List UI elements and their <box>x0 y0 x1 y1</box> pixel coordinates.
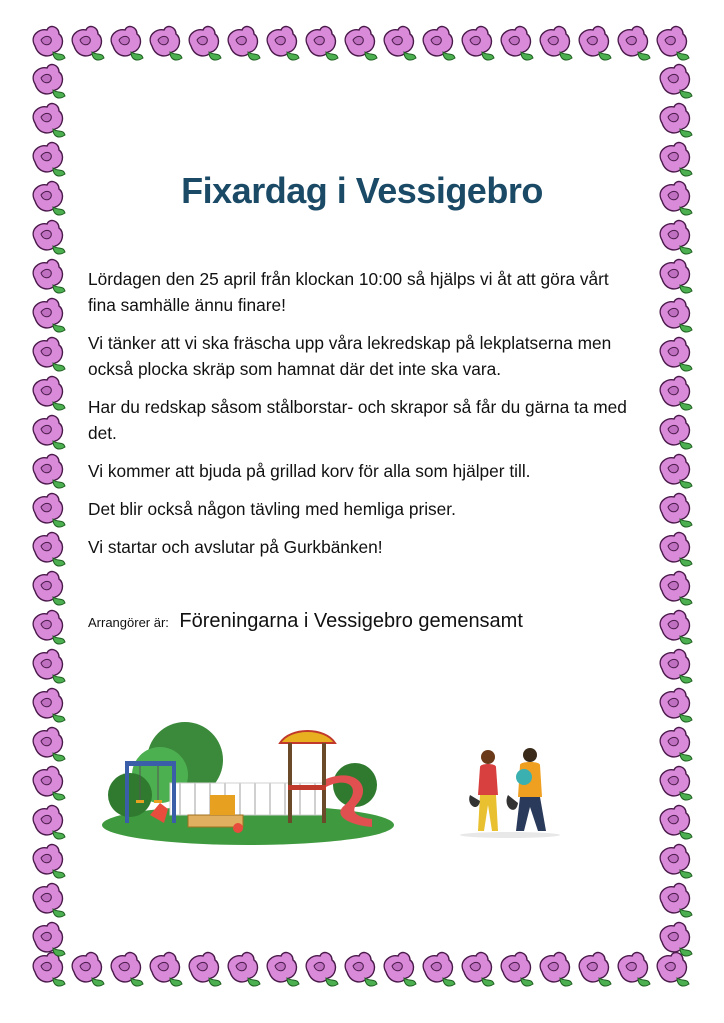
rose-flower-icon <box>111 953 143 986</box>
rose-flower-icon <box>345 27 377 60</box>
rose-flower-icon <box>33 338 65 371</box>
rose-flower-icon <box>33 65 65 98</box>
rose-flower-icon <box>579 953 611 986</box>
rose-flower-icon <box>33 884 65 917</box>
rose-flower-icon <box>660 884 692 917</box>
rose-flower-icon <box>111 27 143 60</box>
rose-flower-icon <box>267 953 299 986</box>
rose-flower-icon <box>660 767 692 800</box>
rose-flower-icon <box>501 27 533 60</box>
rose-flower-icon <box>660 299 692 332</box>
rose-flower-icon <box>228 953 260 986</box>
rose-flower-icon <box>660 455 692 488</box>
rose-flower-icon <box>33 953 65 986</box>
rose-flower-icon <box>33 260 65 293</box>
rose-flower-icon <box>33 455 65 488</box>
rose-flower-icon <box>384 27 416 60</box>
rose-flower-icon <box>660 377 692 410</box>
rose-flower-icon <box>33 845 65 878</box>
rose-flower-icon <box>660 611 692 644</box>
rose-flower-icon <box>660 572 692 605</box>
paragraph-contest: Det blir också någon tävling med hemliga priser. <box>88 499 456 519</box>
rose-flower-icon <box>660 806 692 839</box>
rose-flower-icon <box>462 27 494 60</box>
rose-flower-icon <box>150 27 182 60</box>
rose-flower-icon <box>33 416 65 449</box>
rose-flower-icon <box>33 494 65 527</box>
rose-flower-icon <box>189 27 221 60</box>
paragraph-start: Vi startar och avslutar på Gurkbänken! <box>88 537 383 557</box>
rose-flower-icon <box>267 27 299 60</box>
people-collecting-trash-icon <box>458 745 568 840</box>
rose-flower-icon <box>660 221 692 254</box>
rose-flower-icon <box>345 953 377 986</box>
rose-flower-icon <box>501 953 533 986</box>
rose-flower-icon <box>657 953 689 986</box>
rose-flower-icon <box>33 299 65 332</box>
rose-flower-icon <box>660 728 692 761</box>
paragraph-date: Lördagen den 25 april från klockan 10:00 så hjälps vi åt att göra vårt fina samhälle ännu finare! <box>88 269 609 315</box>
rose-flower-icon <box>33 221 65 254</box>
paragraph-playground: Vi tänker att vi ska fräscha upp våra lekredskap på lekplatserna men också plocka skräp som hamnat där det inte ska vara. <box>88 333 612 379</box>
rose-flower-icon <box>660 689 692 722</box>
rose-flower-icon <box>306 953 338 986</box>
rose-flower-icon <box>540 953 572 986</box>
rose-flower-icon <box>660 260 692 293</box>
rose-flower-icon <box>660 143 692 176</box>
body-text <box>88 266 633 572</box>
rose-flower-icon <box>657 27 689 60</box>
rose-flower-icon <box>306 27 338 60</box>
rose-flower-icon <box>33 689 65 722</box>
rose-flower-icon <box>72 953 104 986</box>
rose-flower-icon <box>33 27 65 60</box>
rose-flower-icon <box>33 611 65 644</box>
rose-flower-icon <box>540 27 572 60</box>
rose-flower-icon <box>33 104 65 137</box>
rose-flower-icon <box>660 416 692 449</box>
rose-flower-icon <box>33 143 65 176</box>
rose-flower-icon <box>33 767 65 800</box>
rose-flower-icon <box>660 923 692 956</box>
rose-flower-icon <box>660 845 692 878</box>
rose-flower-icon <box>33 533 65 566</box>
rose-flower-icon <box>33 728 65 761</box>
rose-flower-icon <box>618 953 650 986</box>
paragraph-food: Vi kommer att bjuda på grillad korv för alla som hjälper till. <box>88 461 531 481</box>
paragraph-tools: Har du redskap såsom stålborstar- och skrapor så får du gärna ta med det. <box>88 397 627 443</box>
rose-flower-icon <box>618 27 650 60</box>
rose-flower-icon <box>660 182 692 215</box>
rose-flower-icon <box>384 953 416 986</box>
rose-flower-icon <box>33 923 65 956</box>
rose-flower-icon <box>660 104 692 137</box>
rose-flower-icon <box>423 27 455 60</box>
rose-flower-icon <box>660 533 692 566</box>
organizer-line <box>88 610 523 633</box>
rose-flower-icon <box>660 650 692 683</box>
rose-flower-icon <box>660 65 692 98</box>
rose-flower-icon <box>33 650 65 683</box>
rose-flower-icon <box>33 182 65 215</box>
rose-flower-icon <box>423 953 455 986</box>
rose-flower-icon <box>33 377 65 410</box>
organizer-value: Föreningarna i Vessigebro gemensamt <box>179 610 523 632</box>
rose-flower-icon <box>228 27 260 60</box>
rose-flower-icon <box>72 27 104 60</box>
page-title: Fixardag i Vessigebro <box>181 170 543 211</box>
rose-flower-icon <box>189 953 221 986</box>
rose-flower-icon <box>579 27 611 60</box>
playground-icon <box>100 715 395 850</box>
rose-flower-icon <box>660 338 692 371</box>
rose-flower-icon <box>660 494 692 527</box>
rose-flower-icon <box>33 572 65 605</box>
rose-flower-icon <box>150 953 182 986</box>
rose-flower-icon <box>33 806 65 839</box>
rose-flower-icon <box>462 953 494 986</box>
organizer-label: Arrangörer är: <box>88 615 169 630</box>
